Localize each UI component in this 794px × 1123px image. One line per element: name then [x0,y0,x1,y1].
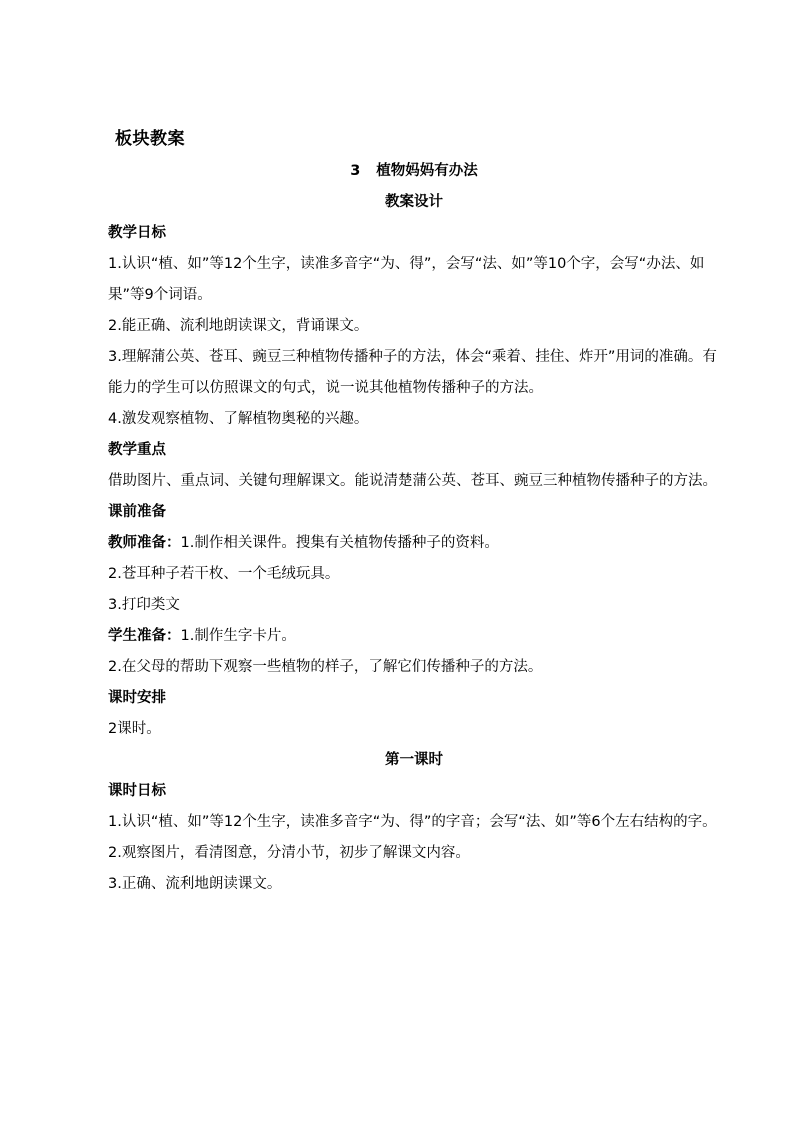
design-title: 教案设计 [385,194,443,210]
schedule-text: 2课时。 [108,721,161,737]
student-prep-item: 1.制作生字卡片。 [180,628,296,644]
goal-item: 2.能正确、流利地朗读课文，背诵课文。 [108,318,369,334]
key-points-heading: 教学重点 [108,442,166,458]
preparation-heading: 课前准备 [108,504,166,520]
first-lesson-goals-heading: 课时日标 [108,783,166,799]
student-prep-item: 2.在父母的帮助下观察一些植物的样子，了解它们传播种子的方法。 [108,659,543,675]
teacher-prep-line [108,528,720,559]
goals-heading: 教学日标 [108,225,166,241]
teacher-prep-item: 3.打印类文 [108,597,180,613]
goal-item: 4.激发观察植物、了解植物奥秘的兴趣。 [108,411,369,427]
lesson-title: 植物妈妈有办法 [376,163,478,179]
first-lesson-goal-item: 3.正确、流利地朗读课文。 [108,876,282,892]
schedule-heading: 课时安排 [108,690,166,706]
teacher-prep-item: 2.苍耳种子若干枚、一个毛绒玩具。 [108,566,340,582]
student-prep-line [108,621,720,652]
lesson-plan-body [108,156,720,900]
first-lesson-goal-item: 2.观察图片，看清图意，分清小节，初步了解课文内容。 [108,845,470,861]
lesson-number: 3 [350,163,361,179]
teacher-prep-item: 1.制作相关课件。搜集有关植物传播种子的资料。 [180,535,499,551]
student-prep-label: 学生准备： [108,628,181,644]
section-label: 板块教案 [115,129,185,149]
first-lesson-title: 第一课时 [385,752,443,768]
teacher-prep-label: 教师准备： [108,535,181,551]
lesson-title-line [108,156,720,187]
goal-item: 3.理解蒲公英、苍耳、豌豆三种植物传播种子的方法，体会“乘着、挂住、炸开”用词的准确。有能力的学生可以仿照课文的句式，说一说其他植物传播种子的方法。 [108,349,717,396]
key-points-text: 借助图片、重点词、关键句理解课文。能说清楚蒲公英、苍耳、豌豆三种植物传播种子的方法。 [108,473,717,489]
goal-item: 1.认识“植、如”等12个生字，读准多音字“为、得”，会写“法、如”等10个字，会写“办法、如果”等9个词语。 [108,256,705,303]
first-lesson-goal-item: 1.认识“植、如”等12个生字，读准多音字“为、得”的字音；会写“法、如”等6个左右结构的字。 [108,814,717,830]
